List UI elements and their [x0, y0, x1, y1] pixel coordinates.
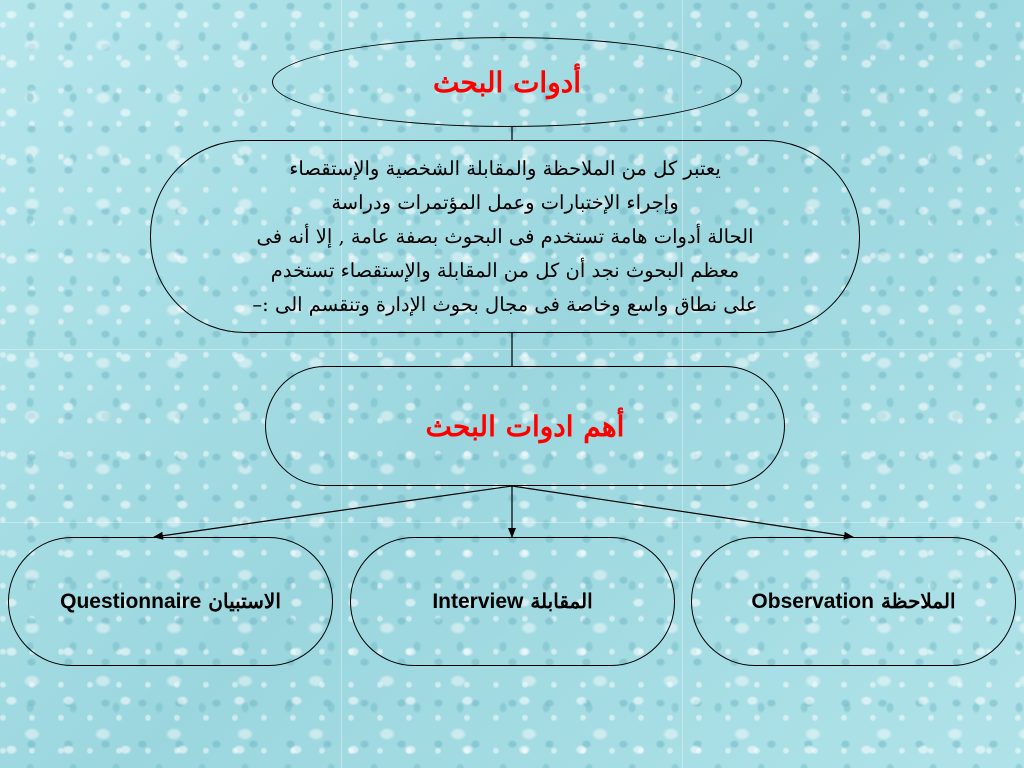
method-box-interview: [350, 537, 675, 666]
description-box: [150, 140, 860, 333]
method-english-label: Questionnaire: [60, 590, 202, 613]
method-english-label: Interview: [432, 590, 524, 613]
method-arabic-label: المقابلة: [530, 589, 593, 613]
method-english-label: Observation: [751, 590, 874, 613]
description-line: يعتبر كل من الملاحظة والمقابلة الشخصية والإستقصاء: [289, 156, 721, 180]
description-text: [252, 152, 757, 322]
subtitle-text: أهم ادوات البحث: [425, 409, 625, 443]
method-arabic-label: الاستبيان: [208, 589, 281, 613]
description-line: على نطاق واسع وخاصة فى مجال بحوث الإدارة وتنقسم الى :–: [252, 292, 758, 316]
description-line: الحالة أدوات هامة تستخدم فى البحوث بصفة عامة , إلا أنه فى: [256, 224, 754, 248]
description-line: وإجراء الإختبارات وعمل المؤتمرات ودراسة: [331, 190, 679, 214]
subtitle-box: [265, 366, 785, 486]
method-box-questionnaire: [8, 537, 333, 666]
title-ellipse: [272, 37, 742, 127]
description-line: معظم البحوث نجد أن كل من المقابلة والإستقصاء تستخدم: [270, 258, 740, 282]
method-label-observation: [751, 589, 955, 614]
arrow-to-observation: [512, 486, 853, 537]
diagram-title: أدوات البحث: [433, 65, 581, 99]
arrow-to-questionnaire: [154, 486, 512, 537]
method-label-questionnaire: [60, 589, 281, 614]
method-box-observation: [691, 537, 1016, 666]
method-arabic-label: الملاحظة: [880, 589, 956, 613]
method-label-interview: [432, 589, 592, 614]
